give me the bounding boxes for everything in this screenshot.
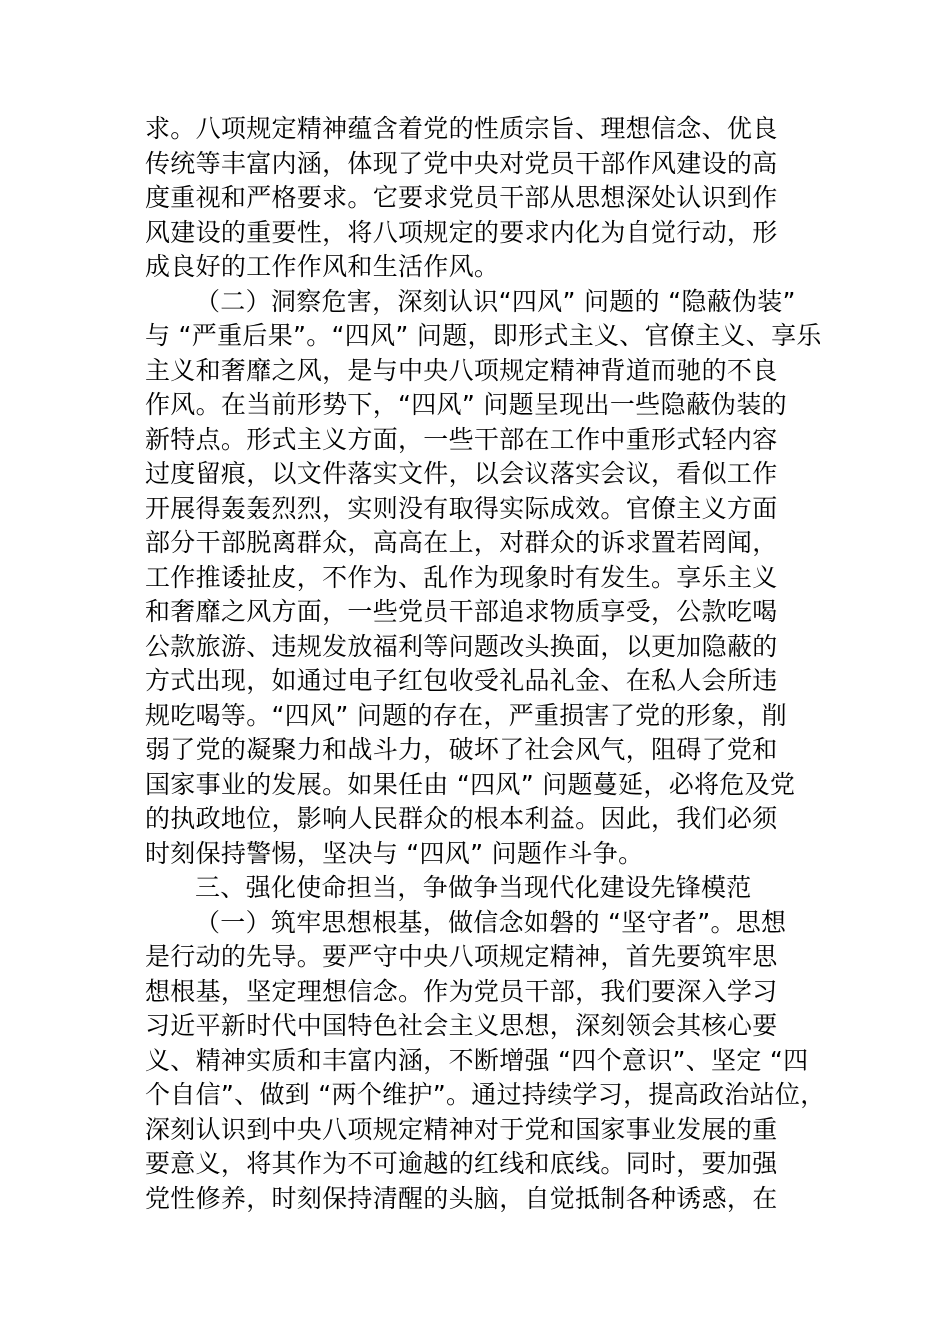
text-line: 国家事业的发展。如果任由 “四风” 问题蔓延，必将危及党 <box>145 769 796 799</box>
text-line: 新特点。形式主义方面，一些干部在工作中重形式轻内容 <box>145 424 778 454</box>
text-line: 义、精神实质和丰富内涵，不断增强 “四个意识”、坚定 “四 <box>145 1045 809 1075</box>
text-line: （一）筑牢思想根基，做信念如磐的 “坚守者”。思想 <box>195 907 787 937</box>
document-body <box>145 112 826 1216</box>
text-line: 成良好的工作作风和生活作风。 <box>145 252 500 281</box>
text-line: 要意义，将其作为不可逾越的红线和底线。同时，要加强 <box>145 1149 778 1178</box>
text-line: 过度留痕，以文件落实文件，以会议落实会议，看似工作 <box>145 459 778 488</box>
text-line: 是行动的先导。要严守中央八项规定精神，首先要筑牢思 <box>145 942 778 971</box>
text-line: 弱了党的凝聚力和战斗力，破坏了社会风气，阻碍了党和 <box>145 735 778 764</box>
text-line: 方式出现，如通过电子红包收受礼品礼金、在私人会所违 <box>145 666 778 695</box>
text-line: 与 “严重后果”。“四风” 问题，即形式主义、官僚主义、享乐 <box>145 321 822 350</box>
text-line: 规吃喝等。“四风” 问题的存在，严重损害了党的形象，削 <box>145 700 787 730</box>
text-line: 传统等丰富内涵，体现了党中央对党员干部作风建设的高 <box>145 148 778 178</box>
text-line: 工作推诿扯皮，不作为、乱作为现象时有发生。享乐主义 <box>145 562 778 592</box>
text-line: 的执政地位，影响人民群众的根本利益。因此，我们必须 <box>145 804 778 833</box>
text-line: （二）洞察危害，深刻认识“四风” 问题的 “隐蔽伪装” <box>195 286 796 316</box>
text-line: 和奢靡之风方面，一些党员干部追求物质享受，公款吃喝 <box>145 597 778 626</box>
text-line: 度重视和严格要求。它要求党员干部从思想深处认识到作 <box>145 183 778 212</box>
text-line: 深刻认识到中央八项规定精神对于党和国家事业发展的重 <box>145 1114 778 1144</box>
text-line: 三、强化使命担当，争做争当现代化建设先锋模范 <box>195 873 752 902</box>
text-line: 习近平新时代中国特色社会主义思想，深刻领会其核心要 <box>145 1011 778 1040</box>
text-line: 个自信”、做到 “两个维护”。通过持续学习，提高政治站位， <box>145 1080 826 1109</box>
text-line: 部分干部脱离群众，高高在上，对群众的诉求置若罔闻， <box>145 528 778 557</box>
text-line: 时刻保持警惕，坚决与 “四风” 问题作斗争。 <box>145 838 644 868</box>
text-line: 党性修养，时刻保持清醒的头脑，自觉抵制各种诱惑，在 <box>145 1183 778 1213</box>
text-line: 公款旅游、违规发放福利等问题改头换面，以更加隐蔽的 <box>145 631 778 661</box>
text-line: 求。八项规定精神蕴含着党的性质宗旨、理想信念、优良 <box>145 114 778 143</box>
text-line: 风建设的重要性，将八项规定的要求内化为自觉行动，形 <box>145 217 778 247</box>
text-line: 作风。在当前形势下，“四风” 问题呈现出一些隐蔽伪装的 <box>145 390 787 419</box>
text-line: 主义和奢靡之风，是与中央八项规定精神背道而驰的不良 <box>145 355 778 385</box>
text-line: 开展得轰轰烈烈，实则没有取得实际成效。官僚主义方面 <box>145 493 778 523</box>
text-line: 想根基，坚定理想信念。作为党员干部，我们要深入学习 <box>145 976 778 1006</box>
